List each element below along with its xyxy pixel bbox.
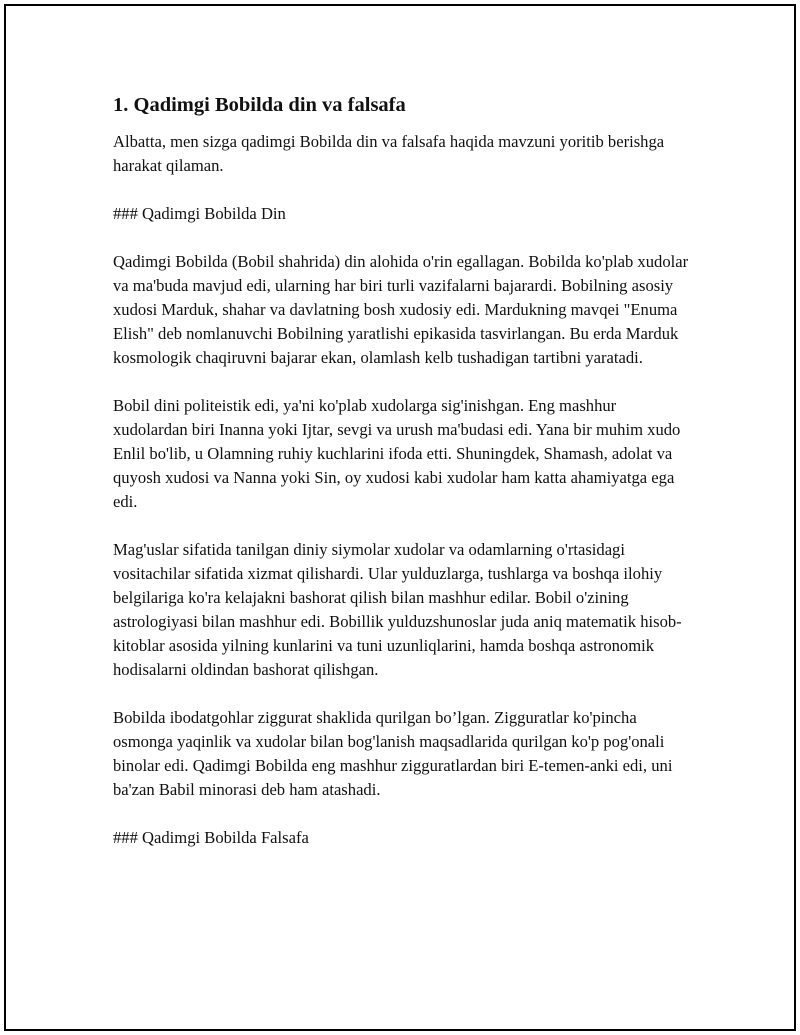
document-title: 1. Qadimgi Bobilda din va falsafa bbox=[113, 94, 406, 116]
section-heading-falsafa: ### Qadimgi Bobilda Falsafa bbox=[113, 828, 309, 847]
intro-paragraph: Albatta, men sizga qadimgi Bobilda din va falsafa haqida mavzuni yoritib berishga harakat qilaman. bbox=[113, 132, 665, 175]
paragraph-polytheism: Bobil dini politeistik edi, ya'ni ko'plab xudolarga sig'inishgan. Eng mashhur xudolardan biri Inanna yoki Ijtar, sevgi va urush ma'budasi edi. Yana bir muhim xudo Enlil bo'lib, u Olamning ruhiy kuchlarini ifoda etti. Shuningdek, Shamash, adolat va quyosh xudosi va Nanna yoki Sin, oy xudosi kabi xudolar ham katta ahamiyatga ega edi. bbox=[113, 396, 681, 511]
paragraph-magi-astrology: Mag'uslar sifatida tanilgan diniy siymolar xudolar va odamlarning o'rtasidagi vositachilar sifatida xizmat qilishardi. Ular yulduzlarga, tushlarga va boshqa ilohiy belgilariga ko'ra kelajakni bashorat qilish bilan mashhur edilar. Bobil o'zining astrologiyasi bilan mashhur edi. Bobillik yulduzshunoslar juda aniq matematik hisob-kitoblar asosida yilning kunlarini va tuni uzunliqlarini, hamda boshqa astronomik hodisalarni oldindan bashorat qilishgan. bbox=[113, 540, 682, 679]
document-body bbox=[113, 90, 693, 874]
paragraph-ziggurats: Bobilda ibodatgohlar ziggurat shaklida qurilgan bo’lgan. Zigguratlar ko'pincha osmonga yaqinlik va xudolar bilan bog'lanish maqsadlarida qurilgan ko'p pog'onali binolar edi. Qadimgi Bobilda eng mashhur zigguratlardan biri E-temen-anki edi, uni ba'zan Babil minorasi deb ham atashadi. bbox=[113, 708, 673, 799]
section-heading-din: ### Qadimgi Bobilda Din bbox=[113, 204, 286, 223]
paragraph-marduk: Qadimgi Bobilda (Bobil shahrida) din alohida o'rin egallagan. Bobilda ko'plab xudolar va ma'buda mavjud edi, ularning har biri turli vazifalarni bajarardi. Bobilning asosiy xudosi Marduk, shahar va davlatning bosh xudosiy edi. Mardukning mavqei "Enuma Elish" deb nomlanuvchi Bobilning yaratlishi epikasida tasvirlangan. Bu erda Marduk kosmologik chaqiruvni bajarar ekan, olamlash kelb tushadigan tartibni yaratadi. bbox=[113, 252, 689, 367]
